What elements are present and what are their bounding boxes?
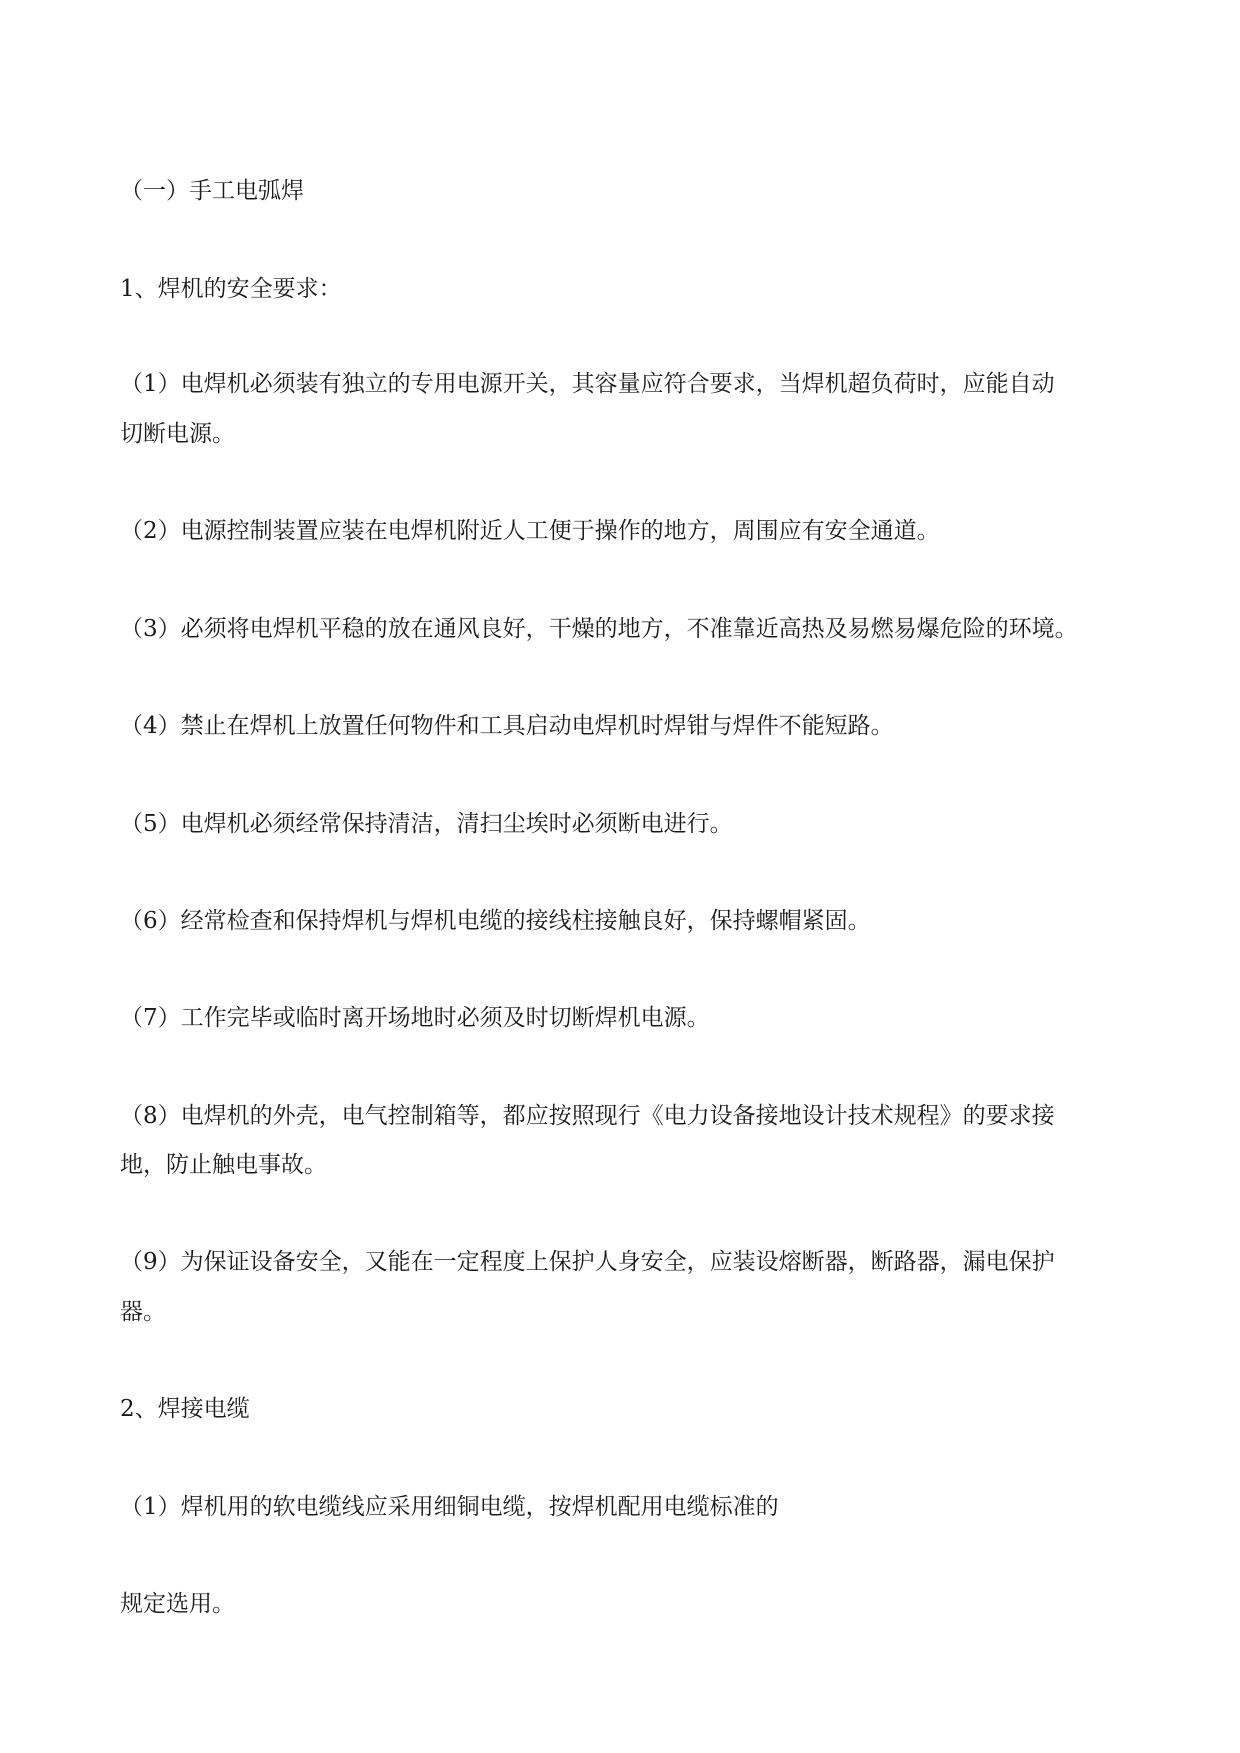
item-8-line-2: 地，防止触电事故。 bbox=[120, 1152, 327, 1178]
section2-title: 2、焊接电缆 bbox=[120, 1396, 250, 1422]
closing-line: 规定选用。 bbox=[120, 1591, 235, 1617]
item-9-line-1: （9）为保证设备安全，又能在一定程度上保护人身安全，应装设熔断器，断路器，漏电保护 bbox=[120, 1249, 1055, 1275]
item-3-line-1: （3）必须将电焊机平稳的放在通风良好，干燥的地方，不准靠近高热及易燃易爆危险的环境。 bbox=[120, 616, 1078, 642]
item-5-line-1: （5）电焊机必须经常保持清洁，清扫尘埃时必须断电进行。 bbox=[120, 811, 733, 837]
item-7-line-1: （7）工作完毕或临时离开场地时必须及时切断焊机电源。 bbox=[120, 1005, 710, 1031]
section2-item-1-line-1: （1）焊机用的软电缆线应采用细铜电缆，按焊机配用电缆标准的 bbox=[120, 1494, 779, 1520]
section1-title: 1、焊机的安全要求： bbox=[120, 276, 342, 302]
item-1-line-2: 切断电源。 bbox=[120, 421, 235, 447]
item-4-line-1: （4）禁止在焊机上放置任何物件和工具启动电焊机时焊钳与焊件不能短路。 bbox=[120, 713, 894, 739]
item-8-line-1: （8）电焊机的外壳，电气控制箱等，都应按照现行《电力设备接地设计技术规程》的要求接 bbox=[120, 1103, 1055, 1129]
item-9-line-2: 器。 bbox=[120, 1299, 166, 1325]
item-6-line-1: （6）经常检查和保持焊机与焊机电缆的接线柱接触良好，保持螺帽紧固。 bbox=[120, 908, 871, 934]
item-1-line-1: （1）电焊机必须装有独立的专用电源开关，其容量应符合要求，当焊机超负荷时，应能自动 bbox=[120, 371, 1055, 397]
section-heading: （一）手工电弧焊 bbox=[120, 178, 304, 204]
item-2-line-1: （2）电源控制装置应装在电焊机附近人工便于操作的地方，周围应有安全通道。 bbox=[120, 518, 940, 544]
